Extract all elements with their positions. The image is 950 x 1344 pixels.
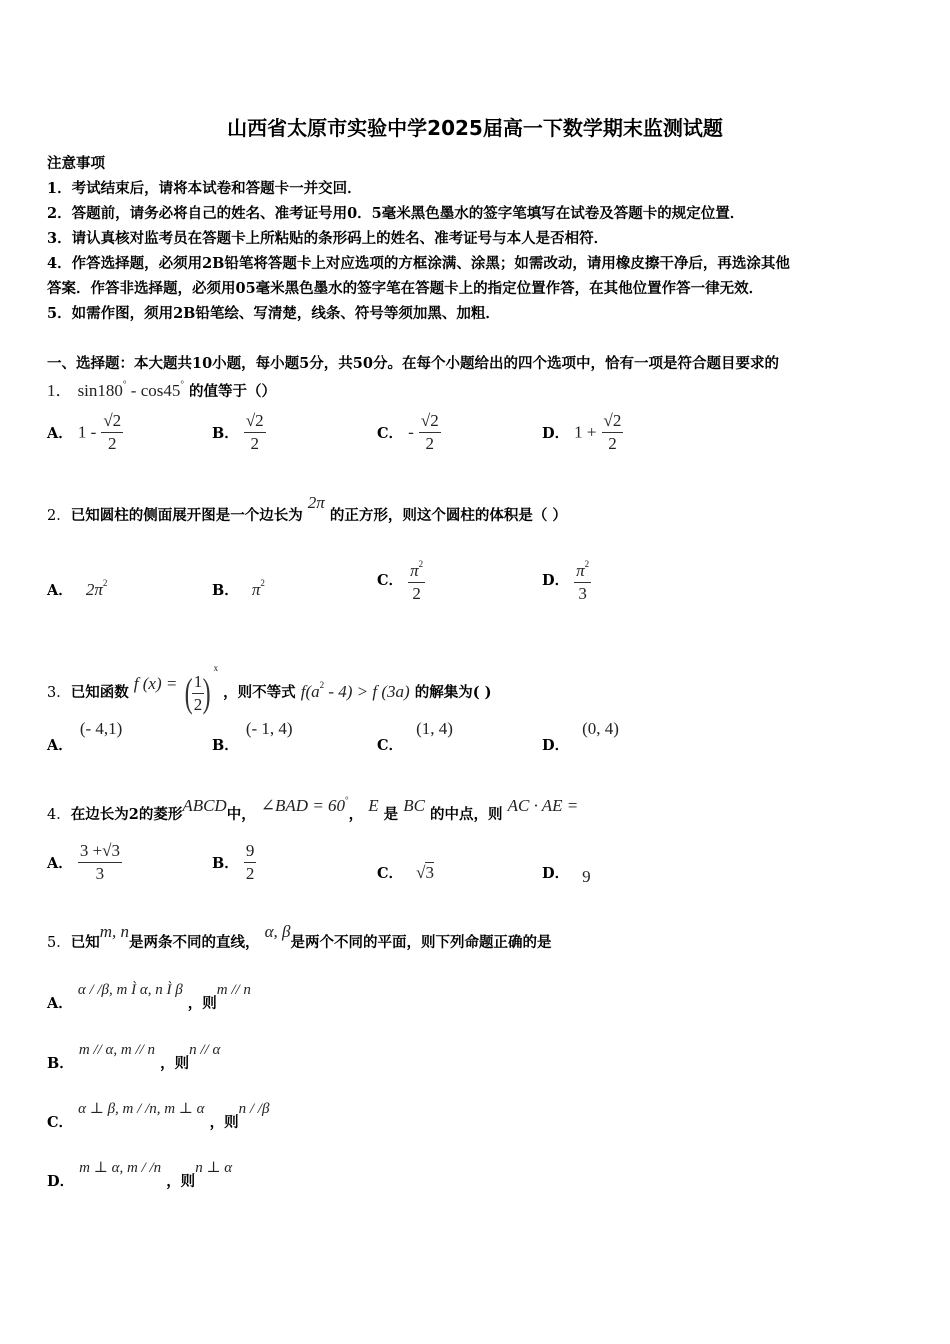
option-b[interactable]: B． $\frac{9}{2}$ — [212, 841, 255, 883]
fraction: $\frac{3 +√3}{3}$ — [79, 841, 121, 883]
option-c[interactable]: C． √3 — [377, 863, 434, 882]
fraction: $\frac{√2}{2}$ — [420, 411, 439, 453]
notice-item: 1．考试结束后，请将本试卷和答题卡一并交回． — [47, 180, 362, 197]
notice-item: 3．请认真核对监考员在答题卡上所粘贴的条形码上的姓名、准考证号与本人是否相符． — [47, 230, 609, 247]
notice-item: 2．答题前，请务必将自己的姓名、准考证号用0．5毫米黑色墨水的签字笔填写在试卷及答题卡的规定位置． — [47, 205, 745, 222]
fraction: $\frac{1}{2}$ — [193, 671, 203, 714]
notice-item: 5．如需作图，须用2B铅笔绘、写清楚，线条、符号等须加黑、加粗． — [47, 305, 500, 322]
fraction: $\frac{√2}{2}$ — [245, 411, 264, 453]
option-a[interactable]: A． α / /β, m Ì α, n Ì β ，则m // n — [47, 982, 251, 1012]
section-heading: 一、选择题：本大题共10小题，每小题5分，共50分。在每个小题给出的四个选项中，恰有一项是符合题目要求的 — [47, 355, 779, 372]
option-b[interactable]: B． (- 1, 4) — [212, 719, 293, 754]
option-d[interactable]: D． m ⊥ α, m / /n ，则n ⊥ α — [47, 1160, 233, 1190]
option-a[interactable]: A． (- 4,1) — [47, 719, 123, 754]
fraction: $\frac{9}{2}$ — [245, 841, 255, 883]
fraction: $\frac{\pi^2}{2}$ — [408, 553, 425, 605]
option-b[interactable]: B． $\pi^2$ — [212, 578, 265, 599]
option-c[interactable]: C． α ⊥ β, m / /n, m ⊥ α ，则n / /β — [47, 1101, 270, 1131]
option-d[interactable]: D． 1 + $\frac{√2}{2}$ — [542, 411, 622, 453]
option-c[interactable]: C． - $\frac{√2}{2}$ — [377, 411, 439, 453]
notice-heading: 注意事项 — [47, 155, 105, 172]
option-b[interactable]: B． m // α, m // n ，则n // α — [47, 1042, 221, 1072]
option-a[interactable]: A． $2\pi^2$ — [47, 578, 108, 599]
notice-item: 答案．作答非选择题，必须用05毫米黑色墨水的签字笔在答题卡上的指定位置作答，在其他位置作答一律无效． — [47, 280, 764, 297]
option-a[interactable]: A． $\frac{3 +√3}{3}$ — [47, 841, 121, 883]
question-5: 5．已知m, n是两条不同的直线， α, β是两个不同的平面，则下列命题正确的是 — [47, 922, 552, 951]
notice-item: 4．作答选择题，必须用2B铅笔将答题卡上对应选项的方框涂满、涂黑；如需改动，请用橡皮擦干净后，再选涂其他 — [47, 255, 790, 272]
option-b[interactable]: B． $\frac{√2}{2}$ — [212, 411, 264, 453]
question-1: 1． sin180° - cos45° 的值等于（） — [47, 379, 277, 400]
option-d[interactable]: D． (0, 4) — [542, 719, 619, 754]
fraction: $\frac{√2}{2}$ — [103, 411, 122, 453]
option-d[interactable]: D． $\frac{\pi^2}{3}$ — [542, 553, 591, 605]
option-a[interactable]: A． 1 - $\frac{√2}{2}$ — [47, 411, 122, 453]
option-c[interactable]: C． $\frac{\pi^2}{2}$ — [377, 553, 425, 605]
question-2: 2．已知圆柱的侧面展开图是一个边长为 2π 的正方形，则这个圆柱的体积是（ ） — [47, 493, 567, 524]
question-3: 3．已知函数 f (x) = ( $\frac{1}{2}$ )$^x$ ，则不等式 $f(a^2 - 4) > f$ (3a) 的解集为( ) — [47, 663, 492, 715]
question-4: 4．在边长为2的菱形ABCD中， ∠BAD = 60°， E 是 BC 的中点，则 AC · AE = — [47, 795, 579, 823]
fraction: $\frac{√2}{2}$ — [603, 411, 622, 453]
option-c[interactable]: C． (1, 4) — [377, 719, 453, 754]
page-title: 山西省太原市实验中学2025届高一下数学期末监测试题 — [227, 116, 723, 140]
fraction: $\frac{\pi^2}{3}$ — [574, 553, 591, 605]
option-d[interactable]: D． 9 — [542, 865, 591, 886]
